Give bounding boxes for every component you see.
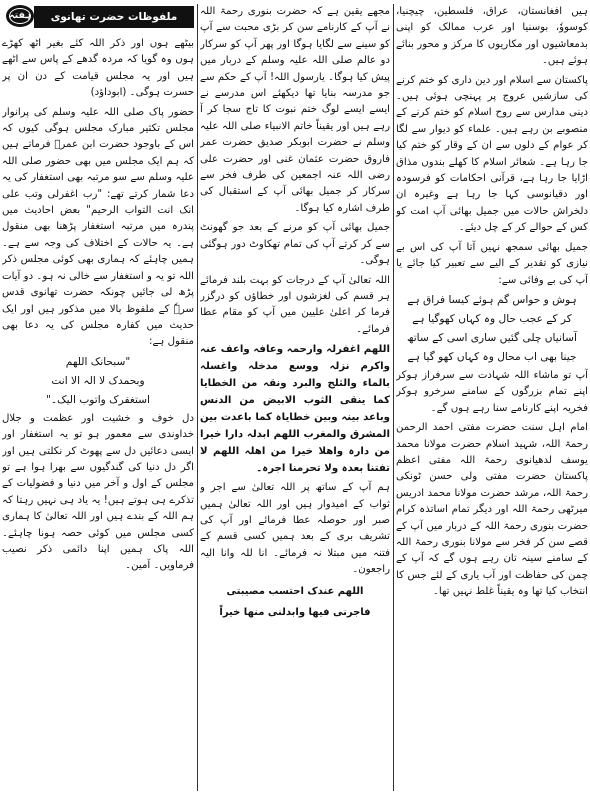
weekday-badge: ہفتہ <box>6 5 34 27</box>
paragraph: جمیل بھائی سمجھ نہیں آتا آپ کی اس بے نیازی کو تقدیر کے الیے سے تعبیر کیا جائے یا آپ کی بے وفائی سے: <box>396 241 588 286</box>
column-right <box>396 4 588 793</box>
paragraph: مجھے یقین ہے کہ حضرت بنوری رحمۃ اللہ نے آپ کے کارنامے سن کر بڑی محبت سے آپ کو سینے سے لگایا ہوگا اور پھر آپ کو سرکار دو عالم صلی اللہ علیہ وسلم کے دربار میں پیش کیا ہوگا۔ یارسول اللہ! آپ کے حکم سے جو مدرسہ بنایا تھا دیکھئے اس مدرسے نے ایسے ایسے لوگ ختم نبوت کا تاج سجا کر آ رہے ہیں اور یقیناً خاتم الانبیاء صلی اللہ علیہ وسلم نے حضرت ابوبکر صدیق حضرت عمر فاروق حضرت عثمان غنی اور حضرت علی رضی اللہ عنہ اجمعین کی طرف فخر سے سرکار کر جمیل بھائی آپ کے استقبال کی طرف اشارہ کیا ہوگا۔ <box>200 6 390 214</box>
paragraph: بیٹھے ہوں اور ذکر اللہ کئے بغیر اٹھ کھڑے ہوں وہ گویا کہ مردہ گدھے کے پاس سے اٹھے ہیں اور یہ مجلس قیامت کے دن ان پر حسرت ہوگی۔ (ابوداؤد) <box>2 38 194 99</box>
paragraph: اللہ تعالیٰ آپ کے درجات کو بہت بلند فرمائے ہر قسم کی لغزشوں اور خطاؤں کو درگزر فرما کر اعلیٰ علیین میں آپ کو مقام عطا فرمائے۔ <box>200 274 390 335</box>
paragraph: آپ تو ماشاء اللہ شہادت سے سرفراز ہوکر اپنے تمام بزرگوں کے سامنے سرخرو ہوکر فخریہ اپنے کارنامے سنا رہے ہوں گے۔ <box>396 369 588 414</box>
poem-line: ہوش و حواس گم ہوئے کیسا فراق ہے <box>407 293 577 306</box>
poem-line: جینا بھی اب محال وہ کہاں کھو گیا ہے <box>407 350 577 363</box>
arabic-dua: اللھم اغفرلہ وارحمہ وعافہ واعف عنہ واکرم نزلہ ووسع مدخلہ واغسلہ بالماء والثلج والبرد ونقہ من الخطایا کما ینقی الثوب الابیض من الدنس وباعد بینہ وبین خطایاہ کما باعدت بین المشرق والمغرب اللھم ابدلہ دارا خیرا من دارہ واھلا خیرا من اھلہ اللھم لا تفتنا بعدہ ولا تحرمنا اجرہ۔ <box>200 344 390 475</box>
dua-line: وبحمدک لا الہ الا انت <box>51 374 145 387</box>
poem-line: کر کے عجب حال وہ کہاں کھوگیا ہے <box>412 312 572 325</box>
poem-line: آسانیاں چلی گئیں ساری اسی کے ساتھ <box>407 331 577 344</box>
column-divider <box>197 4 198 791</box>
column-divider <box>393 4 394 791</box>
dua-line: استغفرک واتوب الیک۔" <box>46 393 150 406</box>
paragraph: پاکستان سے اسلام اور دین داری کو ختم کرنے کی سازشیں عروج پر پہنچی ہوئی ہیں۔ دینی مدارس سے روح اسلام کو ختم کرنے کے منصوبے بن رہے ہیں۔ علماء کو دیوار سے لگا کر عوام کے دلوں سے ان کے وقار کو ختم کیا جا رہا ہے۔ شعائر اسلام کا کھلے بندوں مذاق اڑایا جا رہا ہے، قرآنی احکامات کو فرسودہ اور دقیانوسی کہا جا رہا ہے وغیرہ ان دلخراش حالات میں جمیل بھائی آپ امت کو کس کے حوالے کر کے چل دیئے۔ <box>396 74 588 234</box>
paragraph: دل خوف و خشیت اور عظمت و جلال خداوندی سے معمور ہو تو یہ استغفار اور ایسی دعائیں دل سے پھوٹ کر نکلتی ہیں اور اگر دل دنیا کی گندگیوں سے بھرا ہوا ہے تو مجلس کے اول و آخر میں دنیا و فضولیات کے تذکرے ہی ہوتے ہیں! یہ یاد ہی نہیں رہتا کہ ہم اللہ کے بندے ہیں اور اللہ تعالیٰ کا ہماری کسی مجلس میں کوئی حصہ ہونا چاہئے۔ اللہ پاک ہمیں اپنا دائمی ذکر نصیب فرماویں۔ آمین۔ <box>2 412 194 572</box>
column-left <box>2 4 194 793</box>
column-middle <box>200 4 390 793</box>
dua-line: "سبحانک اللھم <box>65 355 131 368</box>
paragraph: ہم آپ کے ساتھ پر اللہ تعالیٰ سے اجر و ثواب کے امیدوار ہیں اور اللہ تعالیٰ ہمیں صبر اور حوصلہ عطا فرمائے اور آپ کی تشریف بری کے بعد ہمیں کسی قسم کے فتنہ میں مبتلا نہ فرمائے۔ انا للہ وانا الیہ راجعون۔ <box>200 482 390 576</box>
paragraph: امام اہل سنت حضرت مفتی احمد الرحمن رحمۃ اللہ، شہید اسلام حضرت مولانا محمد یوسف لدھیانوی رحمۃ اللہ مفتی اعظم پاکستان حضرت مفتی ولی حسن ٹونکی رحمۃ اللہ، مرشد حضرت مولانا محمد ادریس میرٹھی رحمۃ اللہ اور دیگر تمام اساتذہ کرام حضرت بنوری رحمۃ اللہ کے دربار میں آپ کے قصے سن کر فخر سے مولانا بنوری رحمۃ اللہ کے سامنے سینہ تان رہے ہوں گے کہ آپ کے چمن کی حفاظت اور آب یاری کے لئے جس کا انتخاب کیا تھا وہ یقیناً غلط نہیں تھا۔ <box>396 422 588 598</box>
column-title: ملفوظات حضرت تھانوی <box>34 6 194 28</box>
paragraph: حضور پاک صلی اللہ علیہ وسلم کی پرانوار مجلس تکثیر مبارک مجلس ہوگی کیوں کہ اس کے باوجود حضرت ابن عمرؓ فرماتے ہیں کہ ہم ایک مجلس میں بھی حضور صلی اللہ علیہ وسلم سے سو مرتبہ بھی استغفار کی یہ دعا شمار کرتے تھے: "رب اغفرلی وتب علی انک انت التواب الرحیم" بعض احادیث میں پندرہ میں مرتبہ استغفار پڑھنا بھی منقول ہے۔ یہ حالات کے اختلاف کی وجہ سے ہے۔ ہمیں چاہئے کہ ہماری بھی کوئی مجلس ذکر اللہ تو یہ و استغفار سے خالی نہ ہو۔ دو آیات پڑھ لی جائیں چونکہ حضرت تھانوی قدس سرہٗ کے ملفوظ بالا میں مذکور ہیں اور ایک حدیث میں کفارہ مجلس کی یہ دعا بھی منقول ہے: <box>2 106 194 348</box>
paragraph: ہیں افغانستان، عراق، فلسطین، چیچنیا، کوسووٗ، بوسنیا اور عرب ممالک کو اپنی بدمعاشیوں اور مکاریوں کا مرکز و محور بنائے ہوئے ہیں۔ <box>396 6 588 67</box>
column-header <box>2 6 194 28</box>
paragraph: جمیل بھائی آپ کو مرنے کے بعد جو گھونٹ سے کر کرتے آپ کی تمام تھکاوٹ دور ہوگئی ہوگی۔ <box>200 222 390 267</box>
closing-dua-line: فاجرنی فیھا وابدلنی منھا خیراً <box>219 606 371 618</box>
closing-dua-line: اللھم عندک احتسب مصیبتی <box>226 585 364 597</box>
